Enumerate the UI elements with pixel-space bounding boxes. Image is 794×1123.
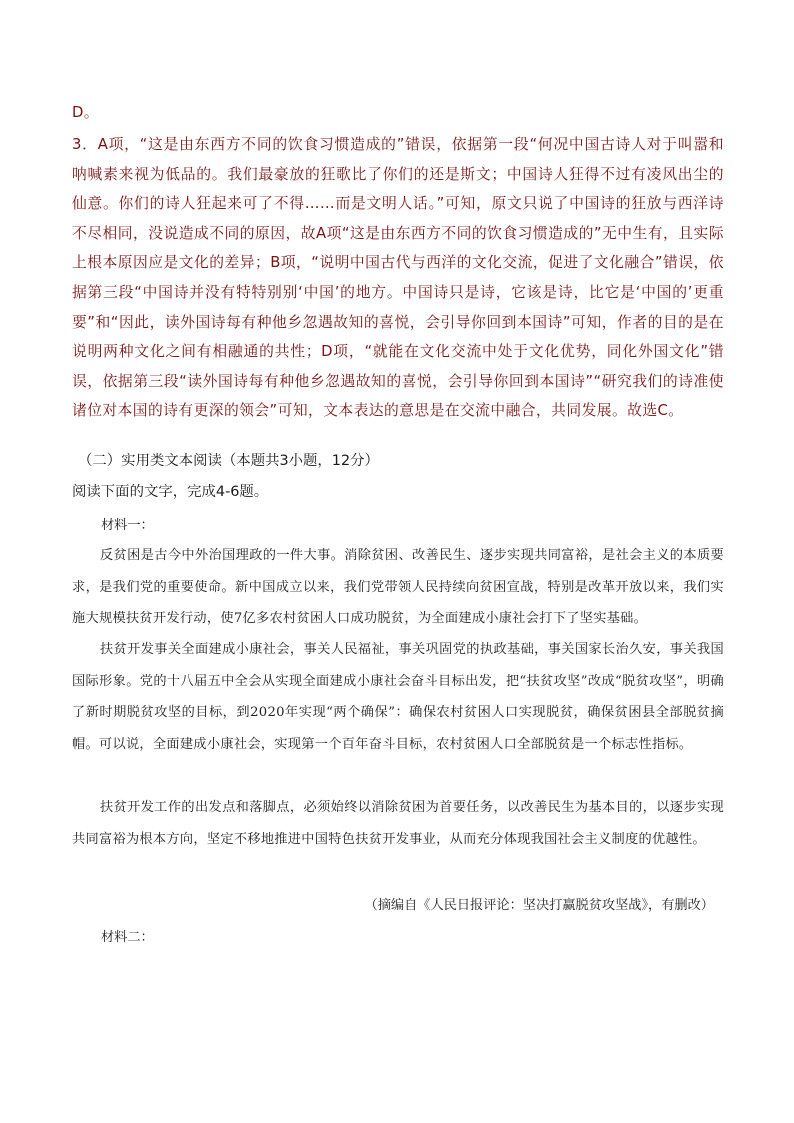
- section-instruction: 阅读下面的文字，完成4-6题。: [72, 484, 269, 500]
- section-title: （二）实用类文本阅读（本题共3小题，12分）: [78, 453, 379, 469]
- material-1-paragraph-2: 扶贫开发事关全面建成小康社会，事关人民福祉，事关巩固党的执政基础，事关国家长治久安，事关我国国际形象。党的十八届五中全会从实现全面建成小康社会奋斗目标出发，把“扶贫攻坚”改成“脱贫攻坚”，明确了新时期脱贫攻坚的目标，到2020年实现“两个确保”：确保农村贫困人口实现脱贫，确保贫困县全部脱贫摘帽。可以说，全面建成小康社会，实现第一个百年奋斗目标，农村贫困人口全部脱贫是一个标志性指标。: [72, 642, 724, 752]
- material-2-label: 材料二：: [101, 930, 154, 945]
- material-1-source: （摘编自《人民日报评论：坚决打赢脱贫攻坚战》，有删改）: [364, 898, 714, 913]
- question-3-explanation: 3．A项，“这是由东西方不同的饮食习惯造成的”错误，依据第一段“何况中国古诗人对于叫嚣和呐喊素来视为低品的。我们最豪放的狂歌比了你们的还是斯文；中国诗人狂得不过有凌风出尘的仙意。你们的诗人狂起来可了不得……而是文明人话。”可知，原文只说了中国诗的狂放与西洋诗不尽相同，没说造成不同的原因，故A项“这是由东西方不同的饮食习惯造成的”无中生有，且实际上根本原因应是文化的差异；B项，“说明中国古代与西洋的文化交流，促进了文化融合”错误，依据第三段“中国诗并没有特特别别‘中国’的地方。中国诗只是诗，它该是诗，比它是‘中国的’更重要”和“因此，读外国诗每有种他乡忽遇故知的喜悦，会引导你回到本国诗”可知，作者的目的是在说明两种文化之间有相融通的共性；D项，“就能在文化交流中处于文化优势，同化外国文化”错误，依据第三段“读外国诗每有种他乡忽遇故知的喜悦，会引导你回到本国诗”“研究我们的诗准使诸位对本国的诗有更深的领会”可知，文本表达的意思是在交流中融合，共同发展。故选C。: [72, 136, 724, 420]
- previous-answer: D。: [72, 104, 99, 121]
- material-1-paragraph-1: 反贫困是古今中外治国理政的一件大事。消除贫困、改善民生、逐步实现共同富裕，是社会主义的本质要求，是我们党的重要使命。新中国成立以来，我们党带领人民持续向贫困宣战，特别是改革开放以来，我们实施大规模扶贫开发行动，使7亿多农村贫困人口成功脱贫，为全面建成小康社会打下了坚实基础。: [72, 548, 724, 626]
- material-1-paragraph-3: 扶贫开发工作的出发点和落脚点，必须始终以消除贫困为首要任务，以改善民生为基本目的，以逐步实现共同富裕为根本方向，坚定不移地推进中国特色扶贫开发事业，从而充分体现我国社会主义制度的优越性。: [72, 800, 724, 847]
- material-1-label: 材料一：: [101, 518, 154, 533]
